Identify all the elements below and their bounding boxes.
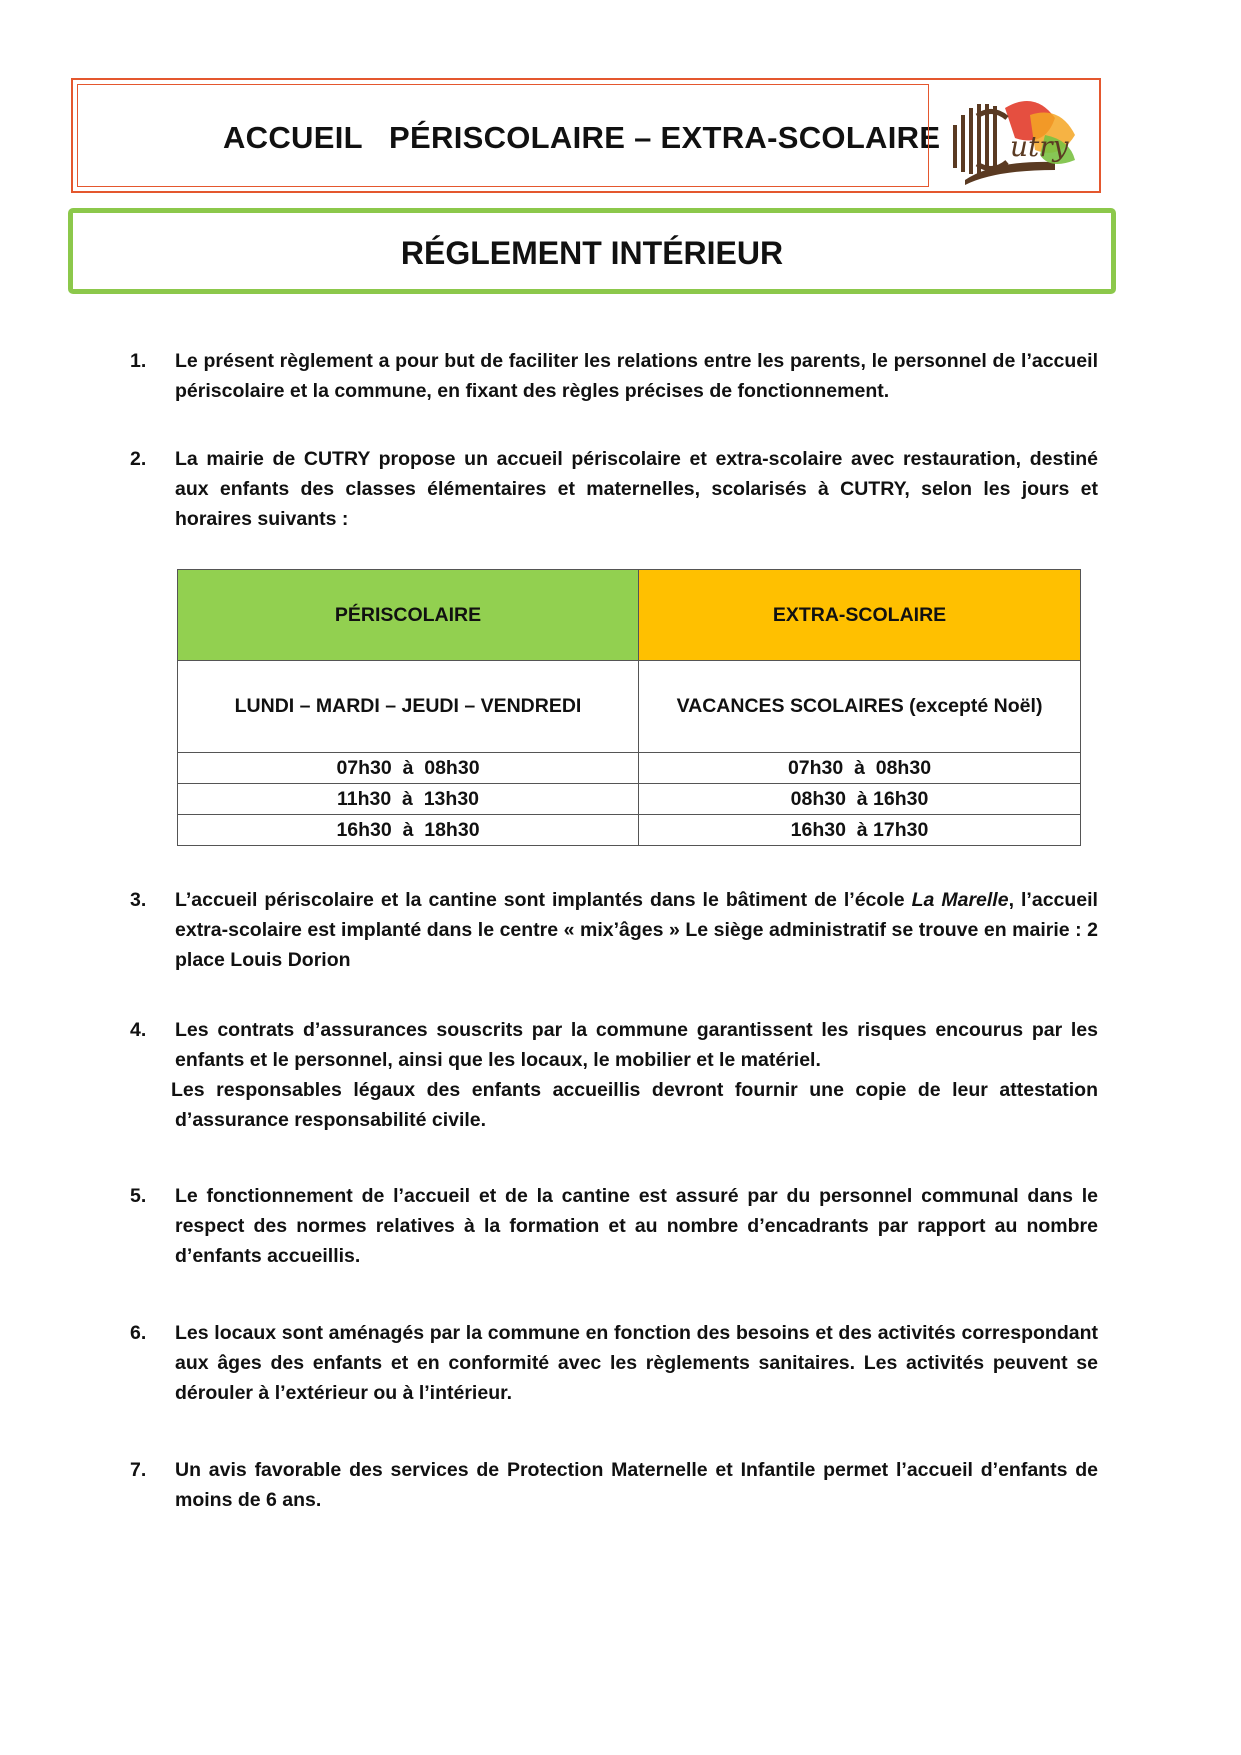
rule-text: Le fonctionnement de l’accueil et de la cantine est assuré par du personnel communal dans le respect des normes relatives à la formation et au nombre d’encadrants par rapport au nombre d’enfants accueillis. <box>175 1185 1098 1267</box>
document-title-box <box>68 208 1116 294</box>
rule-text <box>175 885 1098 975</box>
header-periscolaire: PÉRISCOLAIRE <box>178 570 639 661</box>
rule-text: Le présent règlement a pour but de faciliter les relations entre les parents, le personnel de l’accueil périscolaire et la commune, en fixant des règles précises de fonctionnement. <box>175 350 1098 402</box>
rule-text-part: Les responsables légaux des enfants accueillis devront fournir une copie de leur attestation d’assurance responsabilité civile. <box>171 1079 1098 1131</box>
table-header-row <box>178 570 1081 661</box>
header-title: ACCUEIL PÉRISCOLAIRE – EXTRA-SCOLAIRE <box>223 120 941 155</box>
rule-item-4 <box>130 1015 1098 1135</box>
time-cell: 08h30 à 16h30 <box>639 784 1081 815</box>
school-name: La Marelle <box>911 889 1009 911</box>
header-extrascolaire: EXTRA-SCOLAIRE <box>639 570 1081 661</box>
rule-text <box>171 1015 1098 1135</box>
rule-number: 5. <box>130 1185 147 1207</box>
table-row <box>178 815 1081 846</box>
schedule-table <box>177 569 1081 846</box>
days-extrascolaire: VACANCES SCOLAIRES (excepté Noël) <box>639 661 1081 753</box>
rule-item-2 <box>130 444 1098 534</box>
time-cell: 16h30 à 17h30 <box>639 815 1081 846</box>
time-cell: 16h30 à 18h30 <box>178 815 639 846</box>
time-cell: 07h30 à 08h30 <box>639 753 1081 784</box>
rule-item-6 <box>130 1318 1098 1408</box>
rule-item-3 <box>130 885 1098 975</box>
table-row <box>178 753 1081 784</box>
rule-text: Les locaux sont aménagés par la commune en fonction des besoins et des activités correspondant aux âges des enfants et en conformité avec les règlements sanitaires. Les activités peuvent se dérouler à l’extérieur ou à l’intérieur. <box>175 1322 1098 1404</box>
days-periscolaire: LUNDI – MARDI – JEUDI – VENDREDI <box>178 661 639 753</box>
table-row <box>178 784 1081 815</box>
rule-number: 1. <box>130 350 147 372</box>
rule-number: 7. <box>130 1459 147 1481</box>
rule-text: Un avis favorable des services de Protection Maternelle et Infantile permet l’accueil d’enfants de moins de 6 ans. <box>175 1459 1098 1511</box>
rule-text-part: , l’accueil extra-scolaire est implanté dans le centre « mix’âges » Le siège administratif se trouve en mairie : 2 place Louis Dorion <box>175 889 1098 971</box>
rule-number: 2. <box>130 448 147 470</box>
rule-item-1 <box>130 346 1098 406</box>
rule-item-7 <box>130 1455 1098 1515</box>
rule-number: 6. <box>130 1322 147 1344</box>
document-title: RÉGLEMENT INTÉRIEUR <box>400 235 784 271</box>
rule-item-5 <box>130 1181 1098 1271</box>
time-cell: 11h30 à 13h30 <box>178 784 639 815</box>
rule-text-part: Les contrats d’assurances souscrits par la commune garantissent les risques encourus par les enfants et le personnel, ainsi que les locaux, le mobilier et le matériel. <box>175 1019 1098 1071</box>
rule-number: 4. <box>130 1019 147 1041</box>
rule-text: La mairie de CUTRY propose un accueil périscolaire et extra-scolaire avec restauration, destiné aux enfants des classes élémentaires et maternelles, scolarisés à CUTRY, selon les jours et horaires suivants : <box>175 448 1098 530</box>
cutry-logo <box>935 90 1085 190</box>
days-row <box>178 661 1081 753</box>
time-cell: 07h30 à 08h30 <box>178 753 639 784</box>
rule-number: 3. <box>130 889 147 911</box>
logo-text: utry <box>1010 130 1069 163</box>
rule-text-part: L’accueil périscolaire et la cantine sont implantés dans le bâtiment de l’école <box>175 889 912 911</box>
